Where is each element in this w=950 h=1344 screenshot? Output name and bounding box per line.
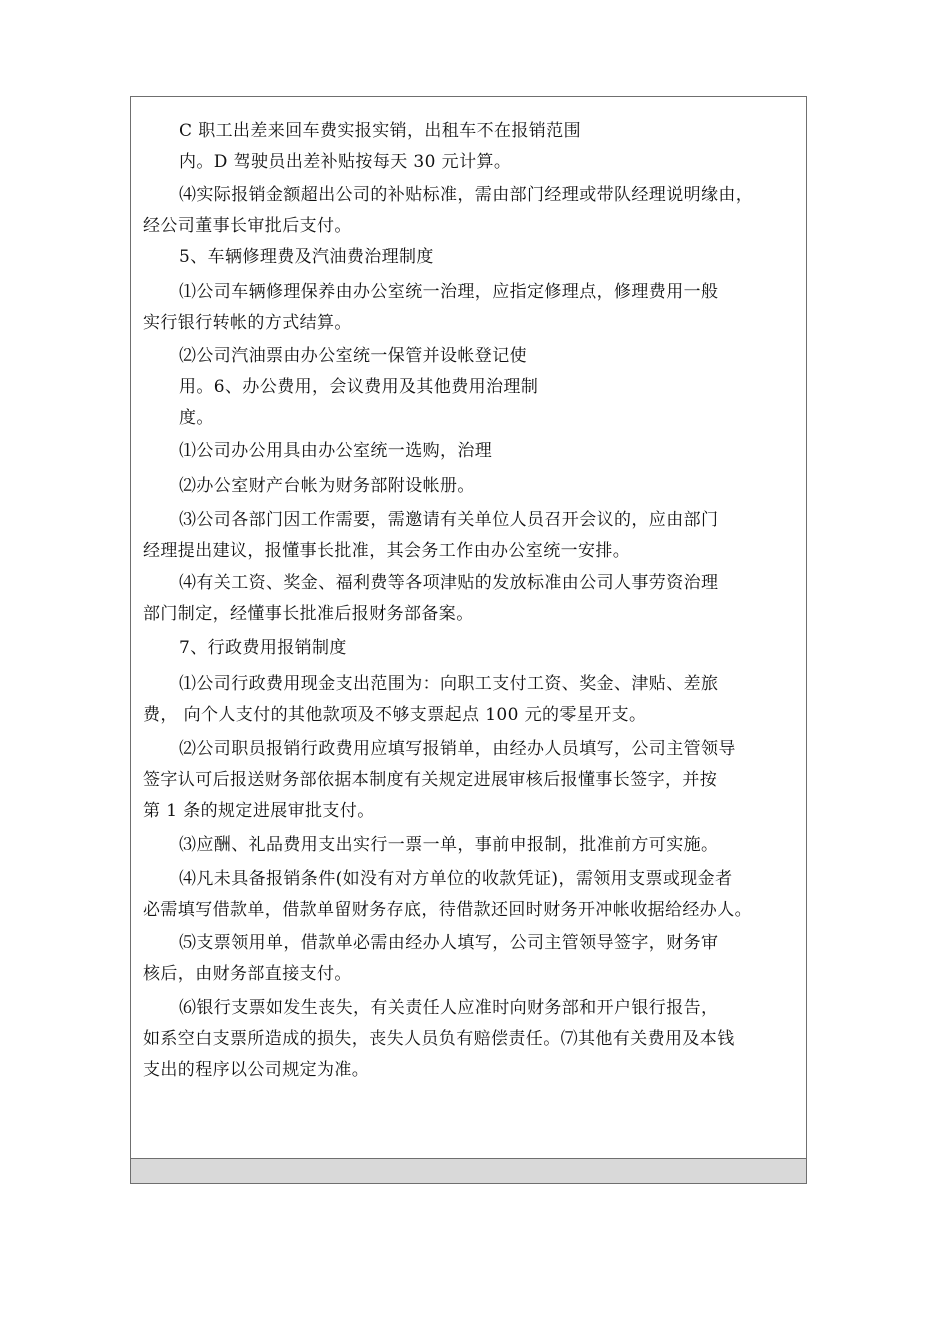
text-line: ⑵公司职员报销行政费用应填写报销单，由经办人员填写，公司主管领导 xyxy=(179,739,736,759)
text-line: 第 1 条的规定进展审批支付。 xyxy=(143,801,375,821)
text-line: ⑴公司办公用具由办公室统一选购，治理 xyxy=(179,441,493,461)
text-line: ⑹银行支票如发生丧失，有关责任人应准时向财务部和开户银行报告， xyxy=(179,998,719,1018)
text-line: ⑸支票领用单，借款单必需由经办人填写，公司主管领导签字，财务审 xyxy=(179,933,719,953)
text-line: ⑴公司车辆修理保养由办公室统一治理，应指定修理点，修理费用一般 xyxy=(179,282,719,302)
text-line: 5、车辆修理费及汽油费治理制度 xyxy=(179,247,434,267)
text-line: 内。D 驾驶员出差补贴按每天 30 元计算。 xyxy=(179,152,512,172)
text-line: 用。6、办公费用，会议费用及其他费用治理制 xyxy=(179,377,539,397)
text-line: 部门制定，经懂事长批准后报财务部备案。 xyxy=(143,604,474,624)
text-line: ⑵办公室财产台帐为财务部附设帐册。 xyxy=(179,476,475,496)
document-frame xyxy=(130,96,807,1184)
text-line: 必需填写借款单，借款单留财务存底，待借款还回时财务开冲帐收据给经办人。 xyxy=(143,900,752,920)
text-line: 支出的程序以公司规定为准。 xyxy=(143,1060,370,1080)
text-line: 核后，由财务部直接支付。 xyxy=(143,964,352,984)
text-line: 如系空白支票所造成的损失，丧失人员负有赔偿责任。⑺其他有关费用及本钱 xyxy=(143,1029,735,1049)
text-line: ⑷实际报销金额超出公司的补贴标准，需由部门经理或带队经理说明缘由， xyxy=(179,185,754,205)
text-line: C 职工出差来回车费实报实销，出租车不在报销范围 xyxy=(179,121,582,141)
text-line: 经公司董事长审批后支付。 xyxy=(143,216,352,236)
text-line: ⑷有关工资、奖金、福利费等各项津贴的发放标准由公司人事劳资治理 xyxy=(179,573,719,593)
footer-bar xyxy=(131,1158,806,1183)
document-body xyxy=(131,97,806,1159)
text-line: 度。 xyxy=(179,408,214,428)
text-line: 费， 向个人支付的其他款项及不够支票起点 100 元的零星开支。 xyxy=(143,705,647,725)
text-line: ⑴公司行政费用现金支出范围为：向职工支付工资、奖金、津贴、差旅 xyxy=(179,674,719,694)
text-line: ⑵公司汽油票由办公室统一保管并设帐登记使 xyxy=(179,346,527,366)
text-line: ⑶应酬、礼品费用支出实行一票一单，事前申报制，批准前方可实施。 xyxy=(179,835,719,855)
text-line: ⑶公司各部门因工作需要，需邀请有关单位人员召开会议的，应由部门 xyxy=(179,510,719,530)
text-line: 7、行政费用报销制度 xyxy=(179,638,347,658)
text-line: 签字认可后报送财务部依据本制度有关规定进展审核后报懂事长签字，并按 xyxy=(143,770,718,790)
text-line: 实行银行转帐的方式结算。 xyxy=(143,313,352,333)
text-line: ⑷凡未具备报销条件(如没有对方单位的收款凭证)，需领用支票或现金者 xyxy=(179,869,733,889)
text-line: 经理提出建议，报懂事长批准，其会务工作由办公室统一安排。 xyxy=(143,541,631,561)
